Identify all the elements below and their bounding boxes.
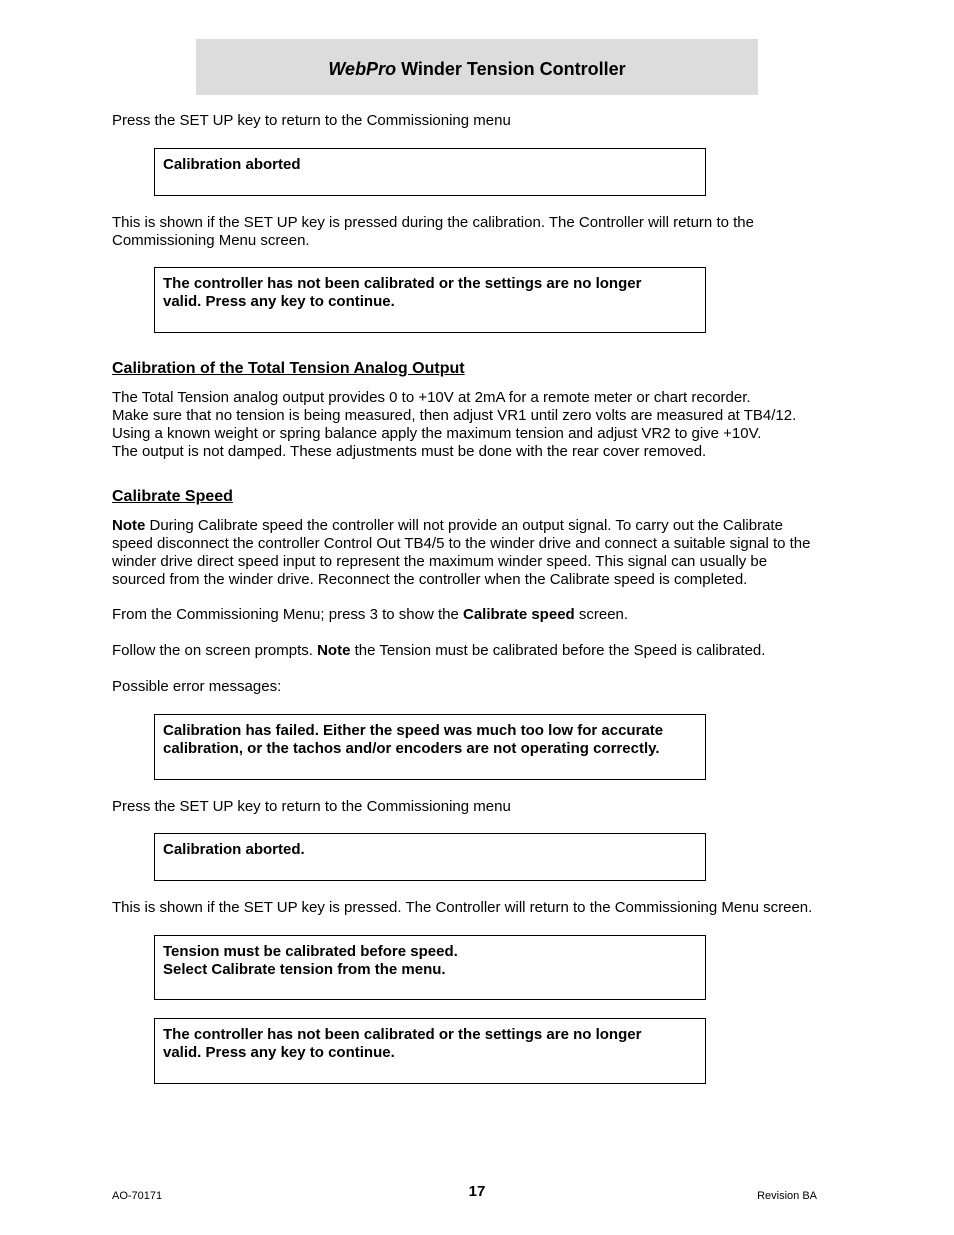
paragraph-text: the Tension must be calibrated before the Speed is calibrated. — [350, 642, 766, 659]
message-line: Calibration has failed. Either the speed was much too low for accurate — [163, 722, 664, 739]
paragraph-text: Press the SET UP key to return to the Commissioning menu — [112, 798, 511, 815]
paragraph-setup-pressed-2 — [112, 899, 852, 917]
footer-doc-number: AO-70171 — [112, 1190, 163, 1202]
section-heading-analog-output: Calibration of the Total Tension Analog Output — [112, 360, 465, 377]
paragraph-possible-errors — [112, 678, 852, 696]
paragraph-commissioning-press-3 — [112, 606, 852, 624]
message-line: calibration, or the tachos and/or encoders are not operating correctly. — [163, 740, 660, 757]
message-text: Calibration aborted. — [163, 841, 305, 858]
note-label: Note — [317, 642, 351, 659]
paragraph-text: Possible error messages: — [112, 678, 282, 695]
paragraph-line: This is shown if the SET UP key is pressed during the calibration. The Controller will return to the — [112, 214, 754, 231]
paragraph-line: winder drive direct speed input to represent the maximum winder speed. This signal can usually be — [112, 553, 768, 570]
message-line: The controller has not been calibrated or the settings are no longer — [163, 1026, 642, 1043]
note-label: Note — [112, 517, 146, 534]
paragraph-line — [112, 517, 852, 535]
paragraph-line: The Total Tension analog output provides 0 to +10V at 2mA for a remote meter or chart recorder. — [112, 389, 751, 406]
message-line: Select Calibrate tension from the menu. — [163, 961, 446, 978]
message-line: Tension must be calibrated before speed. — [163, 943, 458, 960]
paragraph-setup-pressed — [112, 214, 852, 250]
header-banner — [196, 39, 758, 95]
message-box-calibration-aborted — [154, 148, 706, 196]
message-box-not-calibrated-2 — [154, 1018, 706, 1084]
paragraph-text: screen. — [574, 606, 629, 623]
paragraph-line: speed disconnect the controller Control Out TB4/5 to the winder drive and connect a suitable signal to the — [112, 535, 811, 552]
message-box-calibration-aborted-2 — [154, 833, 706, 881]
footer-page-number: 17 — [468, 1183, 486, 1200]
paragraph-return-commissioning — [112, 112, 852, 130]
message-line: The controller has not been calibrated or the settings are no longer — [163, 275, 642, 292]
paragraph-line: The output is not damped. These adjustments must be done with the rear cover removed. — [112, 443, 707, 460]
screen-name: Calibrate speed — [462, 606, 575, 623]
paragraph-line: Make sure that no tension is being measured, then adjust VR1 until zero volts are measured at TB4/12. — [112, 407, 797, 424]
message-box-calibration-failed — [154, 714, 706, 780]
paragraph-line: Using a known weight or spring balance apply the maximum tension and adjust VR2 to give +10V. — [112, 425, 762, 442]
section-heading-calibrate-speed: Calibrate Speed — [112, 488, 233, 505]
paragraph-text: This is shown if the SET UP key is pressed. The Controller will return to the Commissioning Menu screen. — [112, 899, 813, 916]
paragraph-calibrate-speed-note — [112, 517, 852, 589]
paragraph-text: During Calibrate speed the controller will not provide an output signal. To carry out the Calibrate — [145, 517, 783, 534]
paragraph-text: From the Commissioning Menu; press 3 to show the — [112, 606, 463, 623]
paragraph-line: sourced from the winder drive. Reconnect the controller when the Calibrate speed is completed. — [112, 571, 748, 588]
paragraph-line — [112, 642, 852, 660]
message-line: valid. Press any key to continue. — [163, 1044, 395, 1061]
paragraph-follow-prompts — [112, 642, 852, 660]
paragraph-analog-output — [112, 389, 852, 461]
message-box-not-calibrated — [154, 267, 706, 333]
message-box-tension-before-speed — [154, 935, 706, 1000]
title-product-name: WebPro — [328, 59, 397, 79]
paragraph-text: Follow the on screen prompts. — [112, 642, 318, 659]
paragraph-text: Press the SET UP key to return to the Commissioning menu — [112, 112, 511, 129]
paragraph-line: Commissioning Menu screen. — [112, 232, 310, 249]
title-rest: Winder Tension Controller — [396, 59, 626, 79]
message-line: valid. Press any key to continue. — [163, 293, 395, 310]
footer-revision: Revision BA — [757, 1190, 817, 1202]
paragraph-return-commissioning-2 — [112, 798, 852, 816]
message-text: Calibration aborted — [163, 156, 301, 173]
document-title — [196, 59, 758, 79]
paragraph-line — [112, 606, 852, 624]
